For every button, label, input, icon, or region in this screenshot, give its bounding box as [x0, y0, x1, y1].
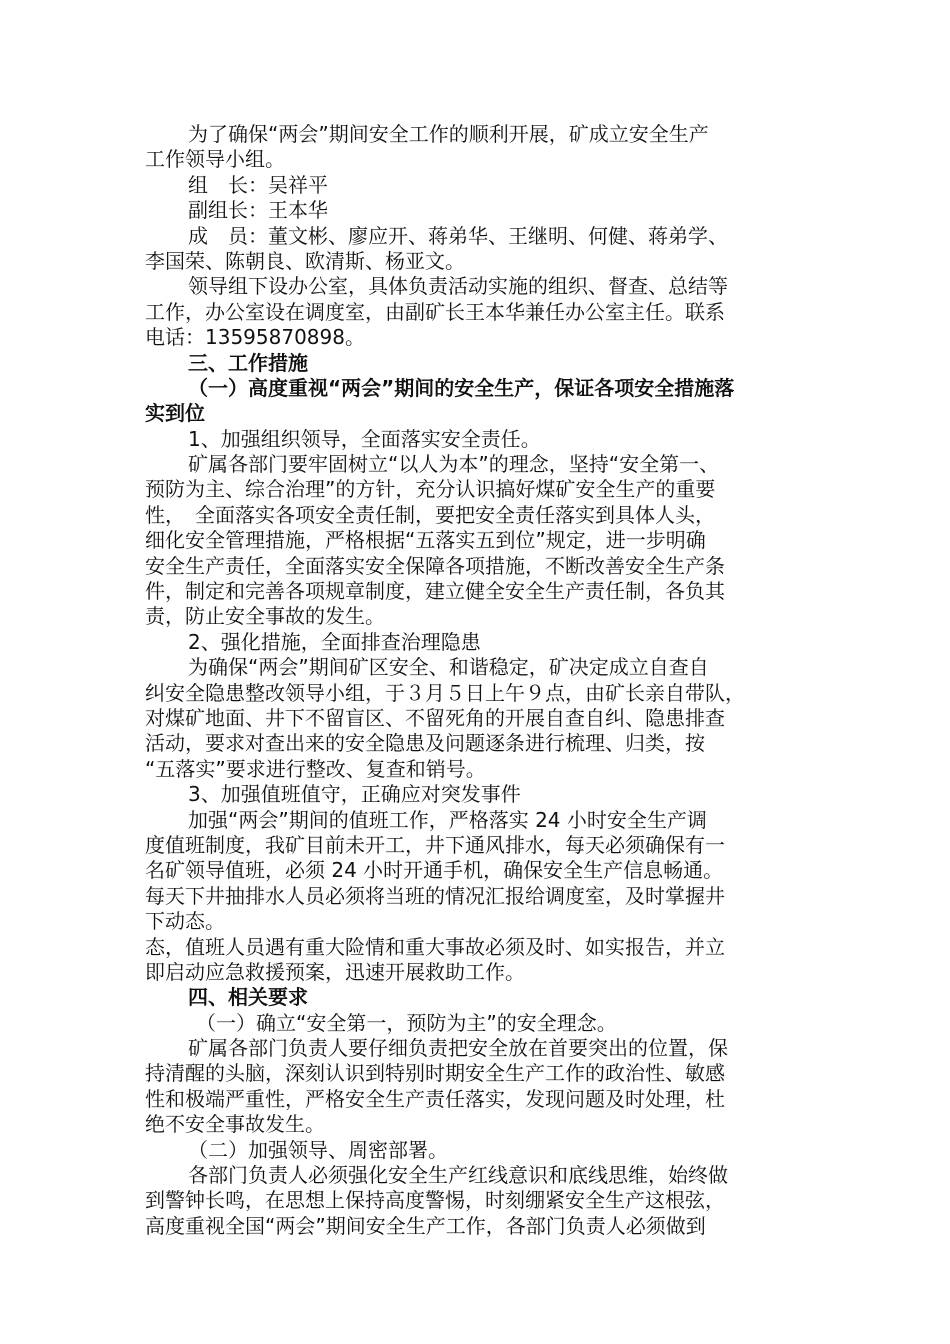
text-line: 度值班制度，我矿目前未开工，井下通风排水，每天必须确保有一 [145, 832, 725, 857]
section-heading: 三、工作措施 [188, 350, 308, 375]
text-line: 性和极端严重性，严格安全生产责任落实，发现问题及时处理，杜 [145, 1086, 725, 1111]
text-line: 李国荣、陈朝良、欧清斯、杨亚文。 [145, 248, 465, 273]
text-line: 每天下井抽排水人员必须将当班的情况汇报给调度室，及时掌握井 [145, 883, 725, 908]
text-line: “五落实”要求进行整改、复查和销号。 [145, 756, 486, 781]
text-line: 领导组下设办公室，具体负责活动实施的组织、督查、总结等 [188, 274, 728, 299]
text-line: 成 员：董文彬、廖应开、蒋弟华、王继明、何健、蒋弟学、 [188, 223, 728, 248]
text-line: 绝不安全事故发生。 [145, 1112, 325, 1137]
text-line: 持清醒的头脑，深刻认识到特别时期安全生产工作的政治性、敏感 [145, 1061, 725, 1086]
text-line: 细化安全管理措施，严格根据“五落实五到位”规定，进一步明确 [145, 528, 706, 553]
text-line: 对煤矿地面、井下不留盲区、不留死角的开展自查自纠、隐患排查 [145, 705, 725, 730]
text-line: 矿属各部门要牢固树立“以人为本”的理念，坚持“安全第一、 [188, 452, 720, 477]
subsection-heading: （一）高度重视“两会”期间的安全生产，保证各项安全措施落 [188, 375, 735, 400]
text-line: 安全生产责任，全面落实安全保障各项措施，不断改善安全生产条 [145, 553, 725, 578]
text-line: 态，值班人员遇有重大险情和重大事故必须及时、如实报告，并立 [145, 934, 725, 959]
document-body [145, 122, 810, 1239]
text-line: 加强“两会”期间的值班工作，严格落实 24 小时安全生产调 [188, 807, 707, 832]
text-line: 为确保“两会”期间矿区安全、和谐稳定，矿决定成立自查自 [188, 655, 709, 680]
text-line: 责，防止安全事故的发生。 [145, 604, 385, 629]
text-line: 3、加强值班值守，正确应对突发事件 [188, 782, 521, 807]
text-line: 电话：13595870898。 [145, 325, 365, 350]
text-line: 矿属各部门负责人要仔细负责把安全放在首要突出的位置，保 [188, 1036, 728, 1061]
text-line: 各部门负责人必须强化安全生产红线意识和底线思维，始终做 [188, 1163, 728, 1188]
text-line: 为了确保“两会”期间安全工作的顺利开展，矿成立安全生产 [188, 122, 709, 146]
text-line: 件，制定和完善各项规章制度，建立健全安全生产责任制，各负其 [145, 579, 725, 604]
text-line: 高度重视全国“两会”期间安全生产工作，各部门负责人必须做到 [145, 1213, 706, 1238]
text-line: （一）确立“安全第一，预防为主”的安全理念。 [196, 1010, 617, 1035]
text-line: 性， 全面落实各项安全责任制，要把安全责任落实到具体人头， [145, 502, 715, 527]
text-line: 1、加强组织领导，全面落实安全责任。 [188, 426, 541, 451]
text-line: 活动，要求对查出来的安全隐患及问题逐条进行梳理、归类，按 [145, 731, 705, 756]
section-heading: 四、相关要求 [188, 985, 308, 1010]
text-line: 工作领导小组。 [145, 147, 285, 172]
text-line: 2、强化措施，全面排查治理隐患 [188, 629, 481, 654]
text-line: 预防为主、综合治理”的方针，充分认识搞好煤矿安全生产的重要 [145, 477, 716, 502]
subsection-heading: 实到位 [145, 401, 205, 426]
text-line: 组 长：吴祥平 [188, 172, 328, 197]
text-line: （二）加强领导、周密部署。 [188, 1137, 448, 1162]
text-line: 纠安全隐患整改领导小组，于３月５日上午９点，由矿长亲自带队， [145, 680, 745, 705]
text-line: 副组长：王本华 [188, 198, 328, 223]
text-line: 名矿领导值班，必须 24 小时开通手机，确保安全生产信息畅通。 [145, 858, 724, 883]
text-line: 即启动应急救援预案，迅速开展救助工作。 [145, 959, 525, 984]
text-line: 下动态。 [145, 909, 225, 934]
text-line: 到警钟长鸣，在思想上保持高度警惕，时刻绷紧安全生产这根弦， [145, 1188, 725, 1213]
text-line: 工作，办公室设在调度室，由副矿长王本华兼任办公室主任。联系 [145, 299, 725, 324]
